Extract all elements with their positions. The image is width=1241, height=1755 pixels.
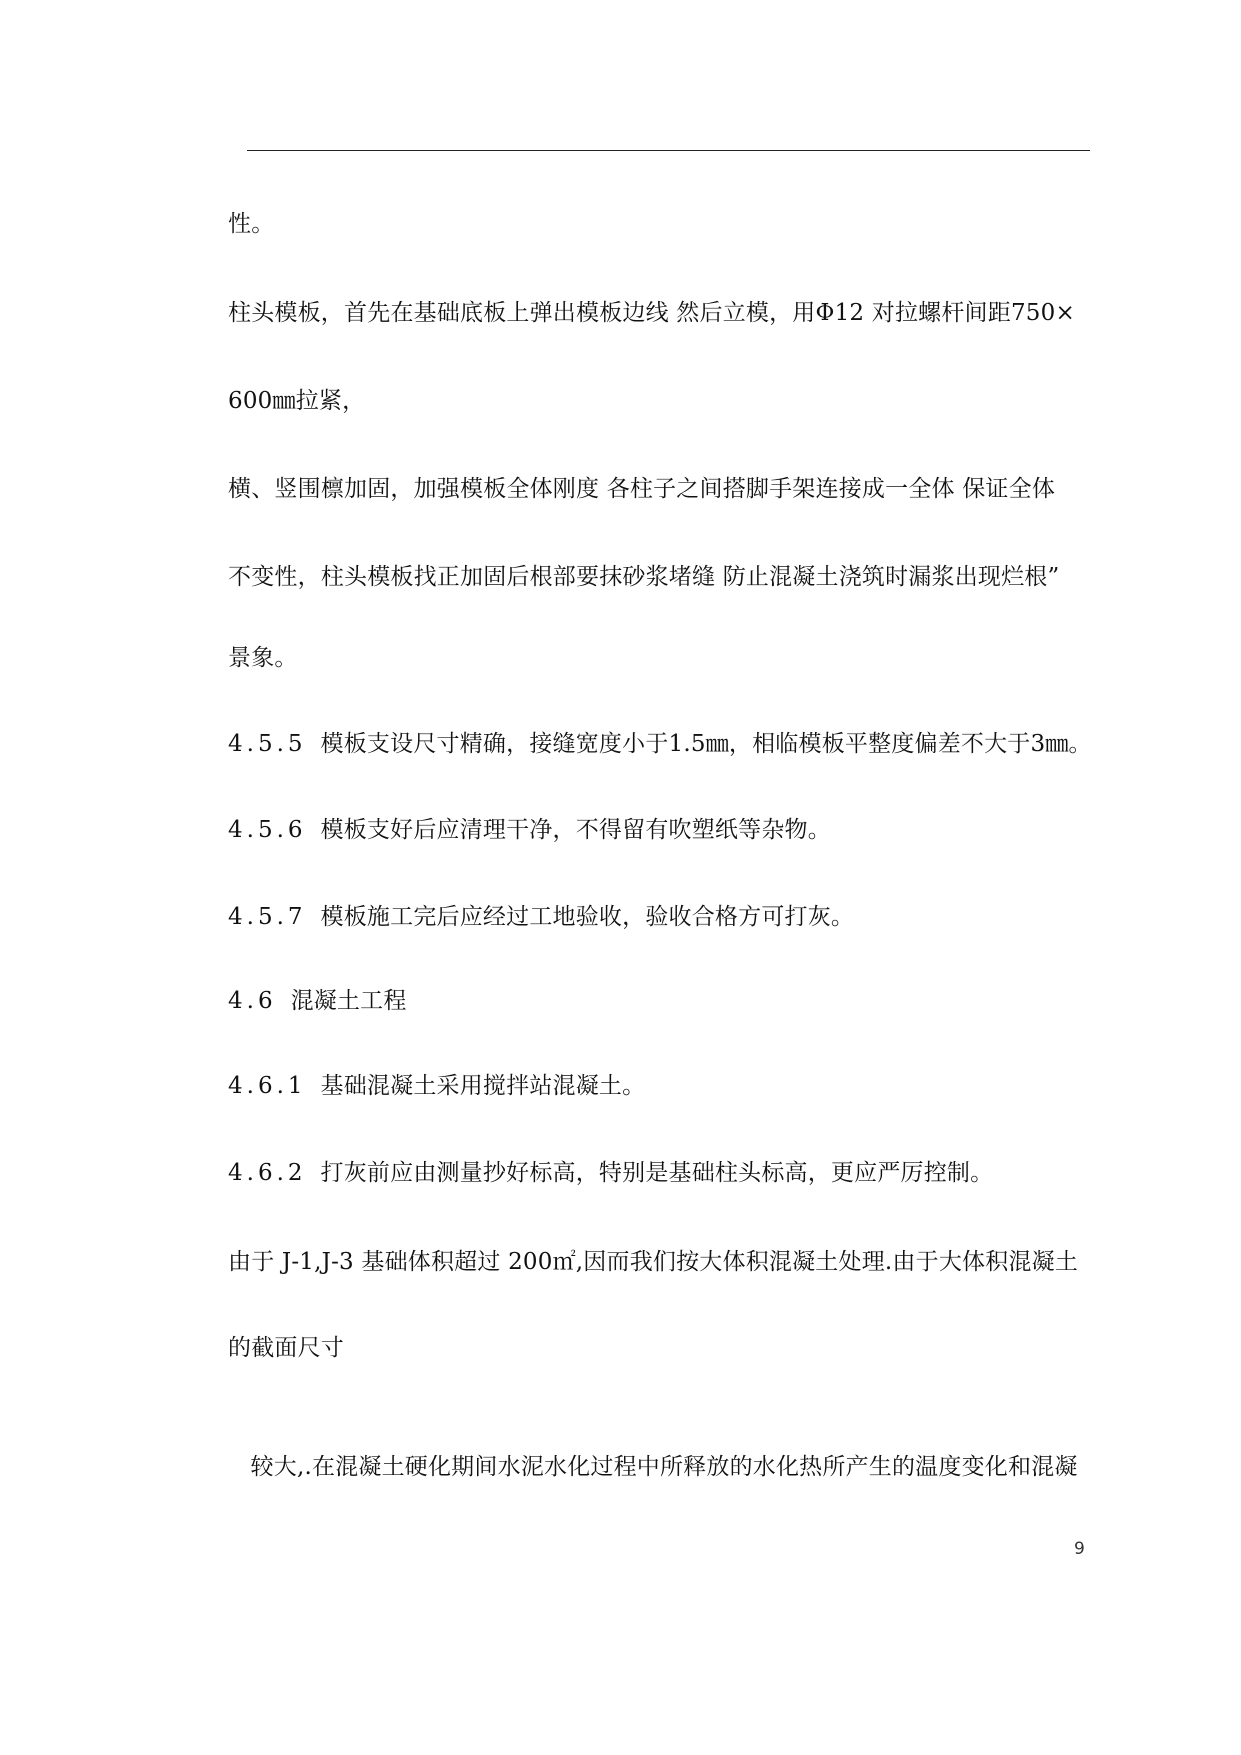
header-rule [247,150,1090,151]
section-number: 4.5.5 [228,731,307,757]
body-line [228,562,1059,592]
page-number: 9 [1074,1539,1085,1559]
section-item-4-5-7 [228,902,854,932]
body-line [228,474,1055,504]
section-item-4-6-1 [228,1071,645,1101]
body-line [228,643,298,673]
line-text: 的截面尺寸 [228,1335,344,1361]
section-item-4-5-5 [228,729,1092,759]
body-line [228,1333,344,1363]
section-heading-4-6 [228,986,407,1016]
line-text: 600㎜拉紧， [228,388,366,414]
line-text: 模板支好后应清理干净，不得留有吹塑纸等杂物。 [320,817,831,843]
line-text: 基础混凝土采用搅拌站混凝土。 [320,1073,646,1099]
line-text: 较大,.在混凝土硬化期间水泥水化过程中所释放的水化热所产生的温度变化和混凝 [243,1454,1078,1480]
line-text: 景象。 [228,645,298,671]
body-line [228,209,274,239]
line-text: 模板施工完后应经过工地验收，验收合格方可打灰。 [320,904,855,930]
line-text: 由于 J-1,J-3 基础体积超过 200㎡,因而我们按大体积混凝土处理.由于大体积混凝土 [228,1249,1079,1275]
body-line [228,298,1075,328]
section-item-4-6-2 [228,1158,993,1188]
line-text: 性。 [228,211,275,237]
line-text: 模板支设尺寸精确，接缝宽度小于1.5㎜，相临模板平整度偏差不大于3㎜。 [320,731,1092,757]
body-line [228,1422,1078,1482]
line-text: 混凝土工程 [290,988,407,1014]
section-number: 4.6.2 [228,1160,307,1186]
line-text: 打灰前应由测量抄好标高，特别是基础柱头标高，更应严厉控制。 [320,1160,994,1186]
section-number: 4.6.1 [228,1073,307,1099]
body-line [228,1247,1078,1277]
line-text: 柱头模板，首先在基础底板上弹出模板边线 然后立模，用Φ12 对拉螺杆间距750× [228,300,1075,326]
body-line [228,386,365,416]
section-number: 4.5.7 [228,904,307,930]
section-number: 4.5.6 [228,817,307,843]
section-number: 4.6 [228,988,277,1014]
line-text: 不变性，柱头模板找正加固后根部要抹砂浆堵缝 防止混凝土浇筑时漏浆出现烂根” [228,564,1060,590]
section-item-4-5-6 [228,815,831,845]
line-text: 横、竖围檩加固，加强模板全体刚度 各柱子之间搭脚手架连接成一全体 保证全体 [228,476,1056,502]
